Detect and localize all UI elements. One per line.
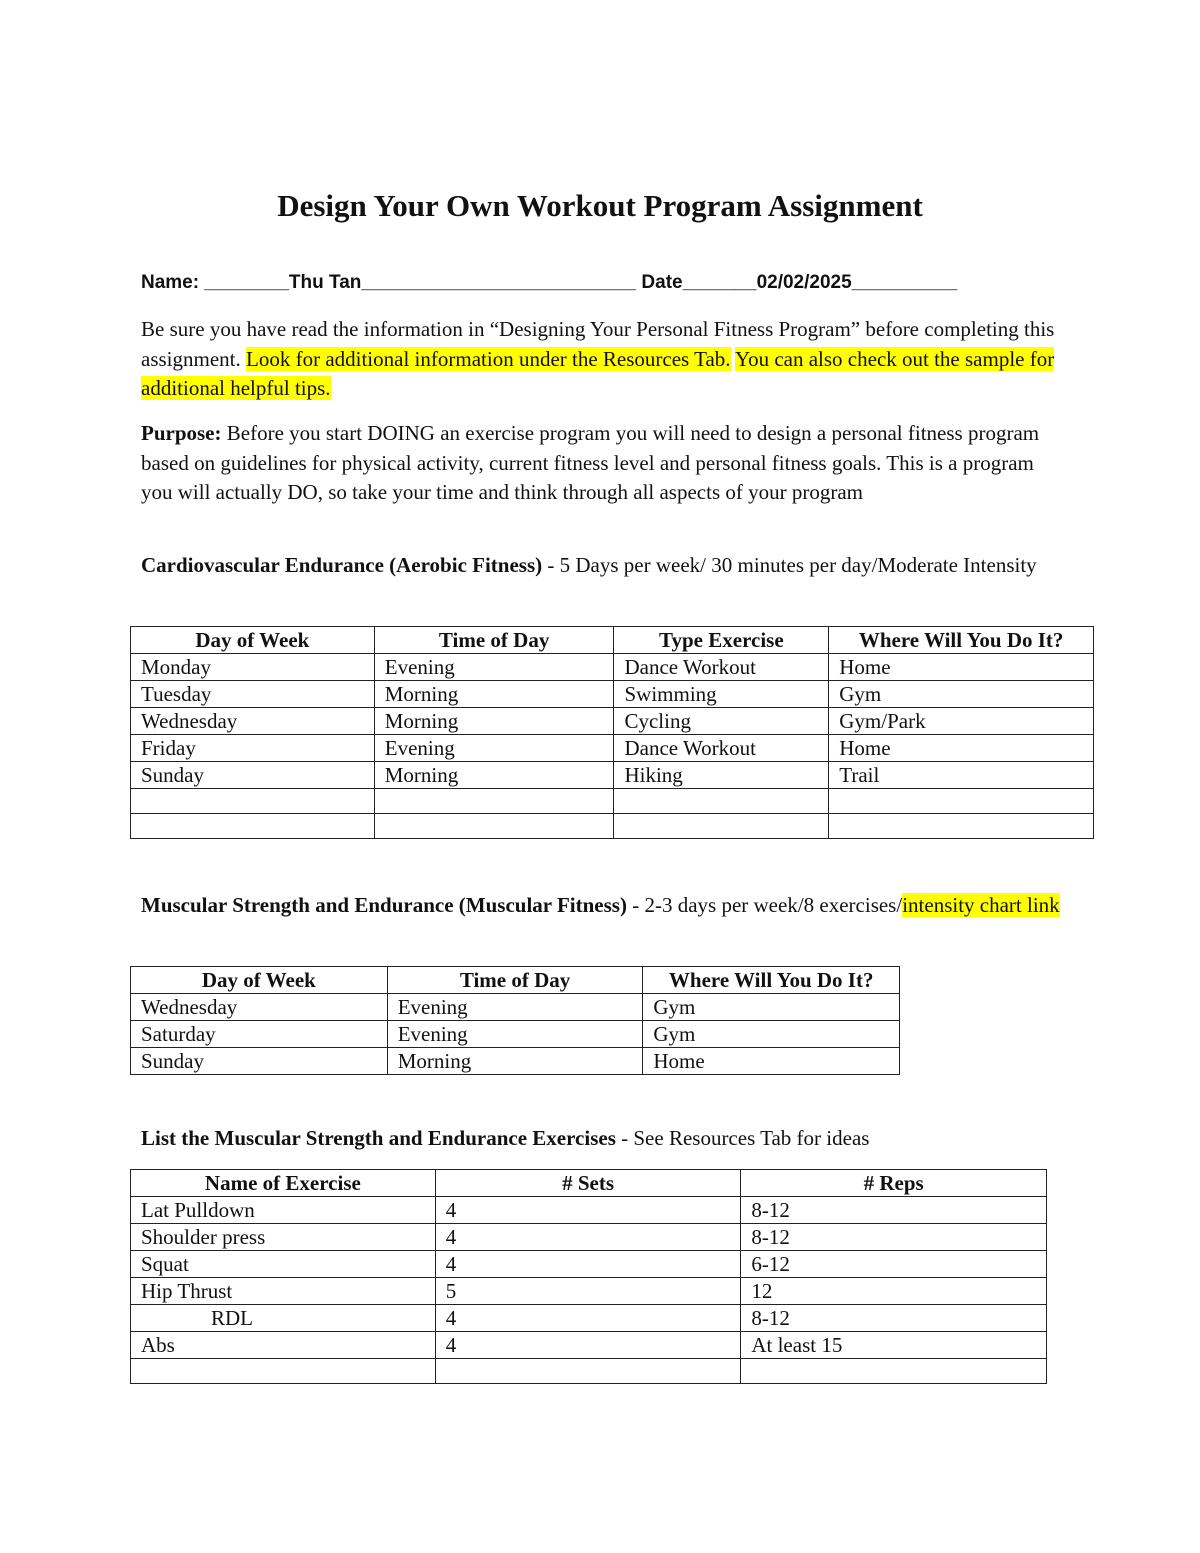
table-row xyxy=(131,1251,1047,1278)
table-cell[interactable]: Friday xyxy=(131,735,375,762)
table-cell[interactable] xyxy=(131,1359,436,1384)
table-cell[interactable] xyxy=(829,814,1094,839)
table-row xyxy=(131,1305,1047,1332)
cardio-table xyxy=(130,626,1094,839)
exercises-heading-label: List the Muscular Strength and Endurance Exercises xyxy=(141,1126,616,1150)
table-cell[interactable]: 5 xyxy=(435,1278,741,1305)
table-cell[interactable]: 4 xyxy=(435,1305,741,1332)
muscular-table xyxy=(130,966,900,1075)
column-header: Where Will You Do It? xyxy=(643,967,900,994)
table-cell[interactable]: 8-12 xyxy=(741,1224,1047,1251)
table-cell[interactable]: Gym xyxy=(643,1021,900,1048)
table-cell[interactable]: Wednesday xyxy=(131,994,388,1021)
table-cell[interactable]: Home xyxy=(829,654,1094,681)
table-cell[interactable]: Evening xyxy=(387,1021,643,1048)
cardio-heading-label: Cardiovascular Endurance (Aerobic Fitness) xyxy=(141,553,543,577)
table-cell[interactable]: Home xyxy=(829,735,1094,762)
table-cell[interactable]: Wednesday xyxy=(131,708,375,735)
exercises-table xyxy=(130,1169,1047,1384)
table-row xyxy=(131,814,1094,839)
table-cell[interactable]: Hip Thrust xyxy=(131,1278,436,1305)
date-value[interactable]: 02/02/2025 xyxy=(756,272,852,293)
name-value[interactable]: Thu Tan xyxy=(288,272,362,293)
table-cell[interactable]: Abs xyxy=(131,1332,436,1359)
cardio-heading-text: - 5 Days per week/ 30 minutes per day/Moderate Intensity xyxy=(542,553,1037,577)
table-cell[interactable]: 4 xyxy=(435,1332,741,1359)
name-date-line xyxy=(141,272,957,294)
intro-highlight-resources: Look for additional information under the Resources Tab. xyxy=(246,346,731,371)
table-row xyxy=(131,789,1094,814)
table-cell[interactable]: 6-12 xyxy=(741,1251,1047,1278)
table-cell[interactable] xyxy=(614,814,829,839)
purpose-paragraph xyxy=(141,419,1061,508)
table-cell[interactable]: Swimming xyxy=(614,681,829,708)
table-cell[interactable]: Evening xyxy=(374,654,614,681)
table-cell[interactable]: Trail xyxy=(829,762,1094,789)
table-row xyxy=(131,1224,1047,1251)
column-header: Day of Week xyxy=(131,627,375,654)
intro-highlight-sample: You can also check out the sample for additional helpful tips. xyxy=(141,346,1055,400)
table-row xyxy=(131,654,1094,681)
table-cell[interactable]: Shoulder press xyxy=(131,1224,436,1251)
exercises-heading xyxy=(141,1124,1061,1154)
table-cell[interactable] xyxy=(614,789,829,814)
table-cell[interactable]: Squat xyxy=(131,1251,436,1278)
muscular-heading-label: Muscular Strength and Endurance (Muscular Fitness) xyxy=(141,893,627,917)
column-header: # Sets xyxy=(435,1170,741,1197)
table-cell[interactable] xyxy=(131,789,375,814)
column-header: Day of Week xyxy=(131,967,388,994)
table-cell[interactable] xyxy=(131,814,375,839)
table-row xyxy=(131,681,1094,708)
table-cell[interactable] xyxy=(435,1359,741,1384)
cardio-heading xyxy=(141,551,1061,581)
table-row xyxy=(131,1278,1047,1305)
table-cell[interactable]: Sunday xyxy=(131,762,375,789)
table-row xyxy=(131,762,1094,789)
table-cell[interactable]: 8-12 xyxy=(741,1305,1047,1332)
column-header: Where Will You Do It? xyxy=(829,627,1094,654)
table-cell[interactable]: Morning xyxy=(387,1048,643,1075)
table-cell[interactable]: Gym xyxy=(829,681,1094,708)
name-underline-pre: ________ xyxy=(204,272,289,293)
name-underline-post: __________________________ xyxy=(361,272,642,293)
column-header: Time of Day xyxy=(374,627,614,654)
table-cell[interactable] xyxy=(374,789,614,814)
table-header-row xyxy=(131,967,900,994)
table-row xyxy=(131,1021,900,1048)
exercises-heading-text: - See Resources Tab for ideas xyxy=(615,1126,870,1150)
column-header: Type Exercise xyxy=(614,627,829,654)
table-cell[interactable]: 8-12 xyxy=(741,1197,1047,1224)
table-cell[interactable]: RDL xyxy=(131,1305,436,1332)
table-row xyxy=(131,1332,1047,1359)
table-cell[interactable]: Morning xyxy=(374,762,614,789)
table-cell[interactable]: Evening xyxy=(374,735,614,762)
date-underline-post: __________ xyxy=(851,272,958,293)
table-cell[interactable]: 4 xyxy=(435,1251,741,1278)
page-title: Design Your Own Workout Program Assignment xyxy=(277,188,923,223)
table-cell[interactable]: Tuesday xyxy=(131,681,375,708)
column-header: Time of Day xyxy=(387,967,643,994)
column-header: # Reps xyxy=(741,1170,1047,1197)
table-cell[interactable]: Gym xyxy=(643,994,900,1021)
table-cell[interactable]: Dance Workout xyxy=(614,654,829,681)
table-cell[interactable]: Sunday xyxy=(131,1048,388,1075)
table-cell[interactable]: Evening xyxy=(387,994,643,1021)
muscular-heading xyxy=(141,891,1061,921)
table-cell[interactable]: Dance Workout xyxy=(614,735,829,762)
table-cell[interactable]: 4 xyxy=(435,1197,741,1224)
table-cell[interactable]: Hiking xyxy=(614,762,829,789)
purpose-text: Before you start DOING an exercise program you will need to design a personal fitness program based on guidelines for physical activity, current fitness level and personal fitness goals. This is a program you will actually DO, so take your time and think through all aspects of your program xyxy=(141,421,1040,504)
intro-paragraph xyxy=(141,315,1061,404)
table-cell[interactable]: Saturday xyxy=(131,1021,388,1048)
intensity-chart-link[interactable]: intensity chart link xyxy=(902,893,1060,917)
table-row xyxy=(131,735,1094,762)
muscular-heading-text: - 2-3 days per week/8 exercises/ xyxy=(626,893,903,917)
table-header-row xyxy=(131,627,1094,654)
date-label: Date xyxy=(641,272,683,293)
table-cell[interactable]: 4 xyxy=(435,1224,741,1251)
table-row xyxy=(131,1197,1047,1224)
table-cell[interactable] xyxy=(829,789,1094,814)
table-cell[interactable]: Morning xyxy=(374,681,614,708)
date-underline-pre: _______ xyxy=(682,272,757,293)
table-row xyxy=(131,994,900,1021)
table-header-row xyxy=(131,1170,1047,1197)
purpose-label: Purpose: xyxy=(141,421,222,445)
intro-text: Be sure you have read the information in “Designing Your Personal Fitness Program” before completing this assignment. xyxy=(141,317,1055,371)
table-row xyxy=(131,1359,1047,1384)
column-header: Name of Exercise xyxy=(131,1170,436,1197)
table-cell[interactable]: At least 15 xyxy=(741,1332,1047,1359)
table-cell[interactable]: Home xyxy=(643,1048,900,1075)
table-cell[interactable]: Monday xyxy=(131,654,375,681)
table-cell[interactable] xyxy=(374,814,614,839)
table-cell[interactable]: Gym/Park xyxy=(829,708,1094,735)
table-cell[interactable]: 12 xyxy=(741,1278,1047,1305)
table-cell[interactable] xyxy=(741,1359,1047,1384)
table-cell[interactable]: Lat Pulldown xyxy=(131,1197,436,1224)
table-row xyxy=(131,1048,900,1075)
table-cell[interactable]: Cycling xyxy=(614,708,829,735)
table-row xyxy=(131,708,1094,735)
name-label: Name: xyxy=(141,272,205,293)
table-cell[interactable]: Morning xyxy=(374,708,614,735)
